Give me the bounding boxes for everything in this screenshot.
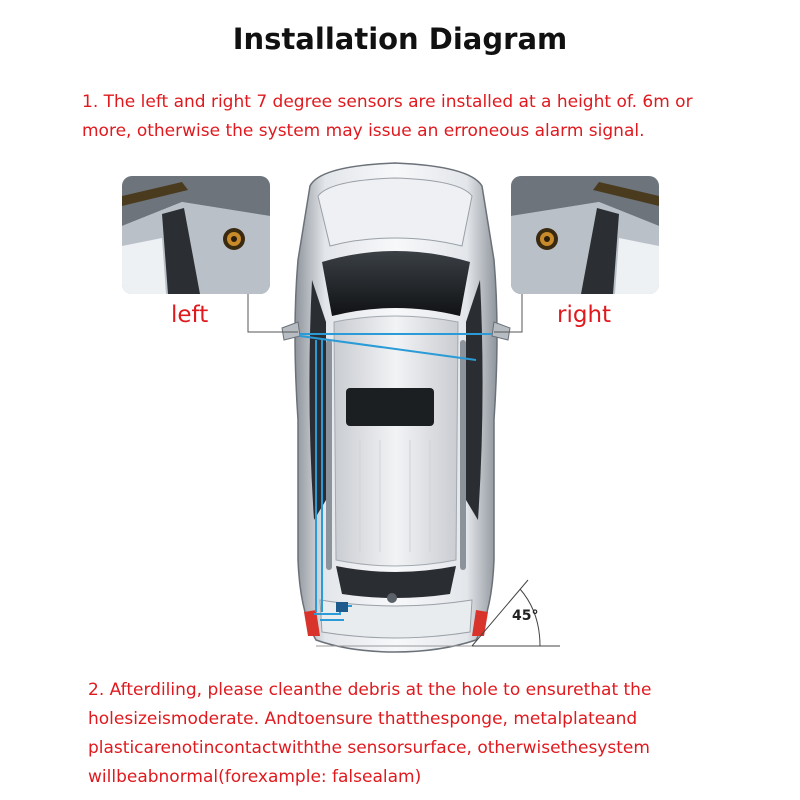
right-sensor-label: right — [557, 302, 612, 328]
installation-note-height: 1. The left and right 7 degree sensors are installed at a height of. 6m or more, otherwise the system may issue an erroneous alarm signal. — [82, 92, 693, 141]
left-sensor-label: left — [171, 302, 209, 328]
installation-note-drilling: 2. Afterdiling, please cleanthe debris at the hole to ensurethat the holesizeismoderate. Andtoensure thatthesponge, metalplateand plasticarenotincontactwiththe sensorsurface, otherwisethesystem willbeabnormal(forexample: falsealam) — [88, 680, 652, 787]
control-module — [336, 602, 348, 612]
diagram-title: Installation Diagram — [232, 22, 568, 56]
angle-label: 45° — [512, 608, 539, 624]
